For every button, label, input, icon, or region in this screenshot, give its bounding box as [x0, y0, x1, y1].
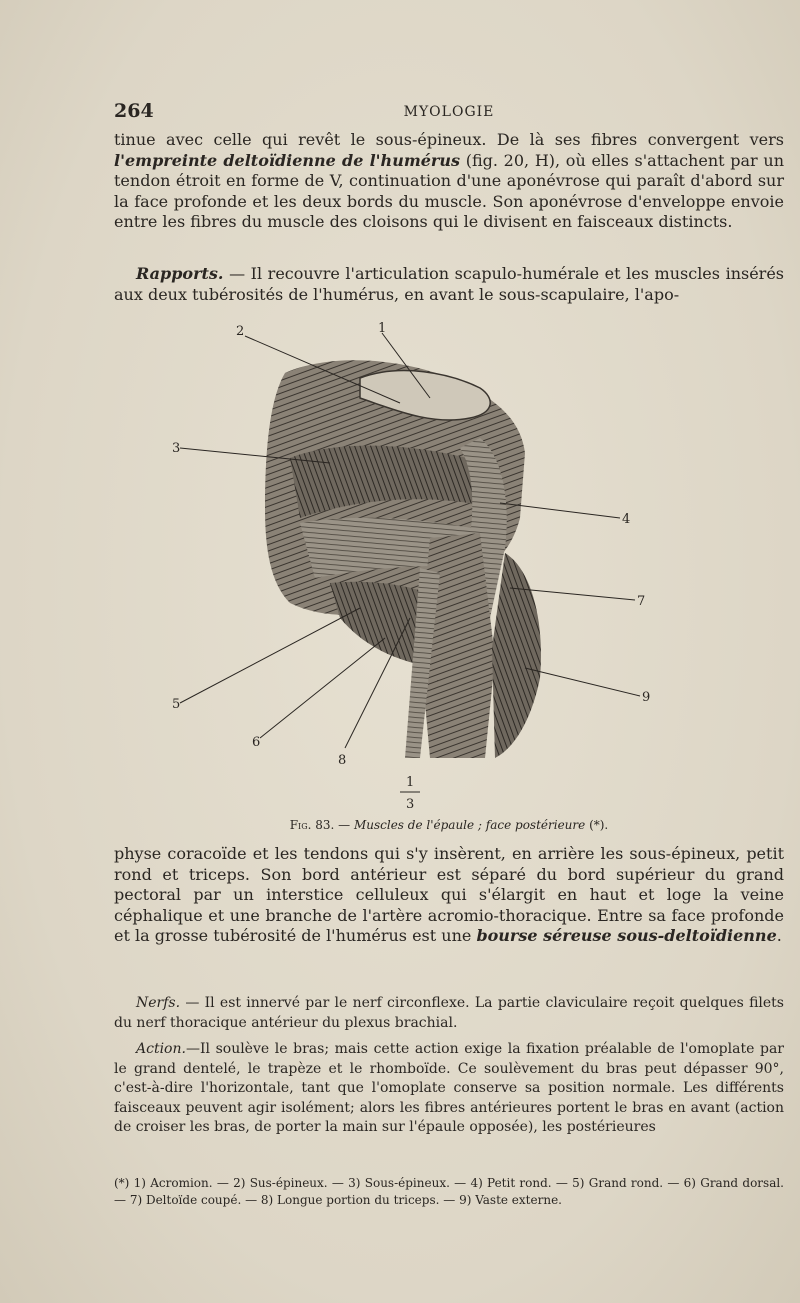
figure-label-4: 4 [622, 512, 631, 527]
figure-label-7: 7 [637, 594, 646, 609]
text-span: tinue avec celle qui revêt le sous-épineux. De là ses fibres convergent vers [114, 130, 784, 149]
figure-label-9: 9 [642, 690, 651, 705]
running-title: MYOLOGIE [403, 104, 495, 120]
page-header [114, 100, 784, 124]
caption-dash: — [334, 818, 354, 832]
scale-numerator: 1 [406, 775, 415, 790]
footnote: (*) 1) Acromion. — 2) Sus-épineux. — 3) Sous-épineux. — 4) Petit rond. — 5) Grand rond. — 6) Grand dorsal. — 7) Deltoïde coupé. — 8) Longue portion du triceps. — 9) Vaste externe. [114, 1176, 784, 1207]
section-label: Rapports. [136, 264, 224, 283]
rapports-paragraph [114, 264, 784, 305]
caption-ref: (*). [585, 818, 609, 832]
after-figure-paragraph [114, 844, 784, 947]
text-span: —Il soulève le bras; mais cette action exige la fixation préalable de l'omoplate par le grand dentelé, le trapèze et le rhomboïde. Ce soulèvement du bras peut dépasser 90°, c'est-à-dire l'horizontale, tant que l'omoplate conserve sa position normale. Les différents faisceaux peuvent agir isolément; alors les fibres antérieures portent le bras en avant (action de croiser les bras, de porter la main sur l'épaule opposée), les postérieures [114, 1041, 784, 1136]
section-label: Action. [136, 1041, 186, 1057]
page-number: 264 [114, 100, 154, 122]
vastus-lateralis-muscle [492, 553, 541, 758]
section-label: Nerfs. [136, 995, 181, 1011]
figure-label-5: 5 [172, 697, 181, 712]
text-span: . [776, 926, 782, 946]
figure-caption [114, 818, 784, 832]
top-paragraph [114, 130, 784, 233]
figure-label-2: 2 [236, 324, 245, 339]
text-span: — Il est innervé par le nerf circonflexe. La partie claviculaire reçoit quelques filets du nerf thoracique antérieur du plexus brachial. [114, 995, 784, 1031]
figure-label-8: 8 [338, 753, 347, 768]
text-span: physe coracoïde et les tendons qui s'y insèrent, en arrière les sous-épineux, petit rond et triceps. Son bord antérieur est séparé du bord supérieur du grand pectoral par un interstice celluleux qui s'élargit en haut et loge la veine céphalique et une branche de l'artère acromio-thoracique. Entre sa face profonde et la grosse tubérosité de l'humérus est une [114, 844, 784, 946]
text-span: (fig. 20, H), où elles s'attachent par un tendon étroit en forme de V, continuation d'une aponévrose qui paraît d'abord sur la face profonde et les deux bords du muscle. Son aponévrose d'enveloppe envoie entre les fibres du muscle des cloisons qui le divisent en faisceaux distincts. [114, 150, 785, 232]
action-paragraph [114, 1040, 784, 1138]
figure-number: Fig. 83. [289, 818, 335, 832]
text-span: — Il recouvre l'articulation scapulo-humérale et les muscles insérés aux deux tubérosités de l'humérus, en avant le sous-scapulaire, l'apo- [114, 264, 784, 304]
figure-title: Muscles de l'épaule ; face postérieure [353, 818, 586, 832]
scale-denominator: 3 [406, 797, 415, 812]
figure-label-3: 3 [172, 441, 181, 456]
figure-label-1: 1 [378, 321, 387, 336]
italic-term: bourse séreuse sous-deltoïdienne [476, 926, 777, 946]
nerfs-paragraph [114, 994, 784, 1033]
shoulder-muscles-illustration [100, 318, 740, 818]
figure-label-6: 6 [252, 735, 261, 750]
italic-term: l'empreinte deltoïdienne de l'humérus [114, 150, 461, 170]
